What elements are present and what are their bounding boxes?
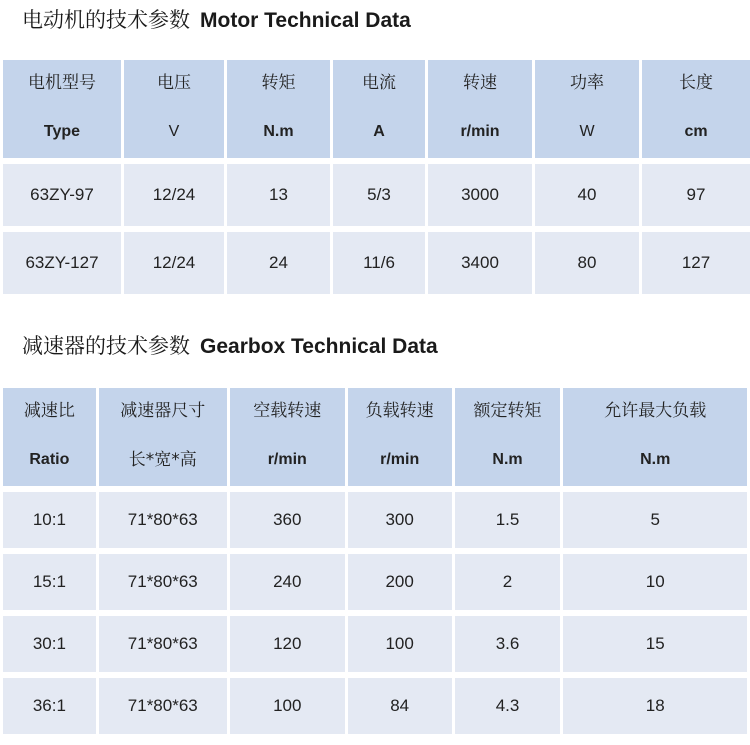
header-cn-label: 允许最大负载 [604, 401, 707, 421]
table-cell: 15:1 [3, 554, 96, 610]
motor-header-power [535, 60, 639, 158]
header-cn-label: 减速器尺寸 [120, 401, 206, 421]
table-cell: 240 [230, 554, 345, 610]
table-cell: 13 [227, 164, 330, 226]
header-cn-label: 减速比 [23, 401, 75, 421]
motor-title-en: Motor Technical Data [200, 9, 411, 32]
gearbox-header-load-speed [348, 388, 452, 486]
table-cell: 40 [535, 164, 639, 226]
table-cell: 1.5 [455, 492, 561, 548]
motor-title-cn: 电动机的技术参数 [22, 8, 190, 32]
motor-header-torque [227, 60, 330, 158]
header-cn-label: 电压 [157, 73, 191, 93]
table-row [3, 232, 750, 294]
gearbox-header-size [99, 388, 227, 486]
table-cell: 71*80*63 [99, 554, 227, 610]
table-cell: 97 [642, 164, 750, 226]
header-en-label: V [168, 123, 180, 140]
table-row [3, 678, 747, 734]
header-en-label: W [579, 123, 595, 140]
table-cell: 71*80*63 [99, 616, 227, 672]
header-en-label: r/min [460, 123, 500, 140]
gearbox-title-cn: 减速器的技术参数 [22, 334, 190, 358]
gearbox-section-title [22, 330, 438, 360]
table-cell: 5/3 [333, 164, 425, 226]
table-cell: 200 [348, 554, 452, 610]
table-cell: 80 [535, 232, 639, 294]
header-cn-label: 电流 [362, 73, 396, 93]
table-cell: 4.3 [455, 678, 561, 734]
motor-header-voltage [124, 60, 224, 158]
table-cell: 10 [563, 554, 747, 610]
table-cell: 18 [563, 678, 747, 734]
table-cell: 84 [348, 678, 452, 734]
gearbox-header-row [3, 388, 747, 486]
table-cell: 100 [230, 678, 345, 734]
header-cn-label: 负载转速 [365, 401, 434, 421]
table-cell: 30:1 [3, 616, 96, 672]
header-en-label: N.m [640, 451, 671, 468]
header-cn-label: 额定转矩 [473, 401, 542, 421]
table-row [3, 492, 747, 548]
header-en-label: N.m [263, 123, 294, 140]
table-cell: 36:1 [3, 678, 96, 734]
table-cell: 63ZY-127 [3, 232, 121, 294]
motor-header-current [333, 60, 425, 158]
header-en-label: N.m [492, 451, 523, 468]
table-cell: 2 [455, 554, 561, 610]
header-cn-label: 转速 [463, 73, 497, 93]
header-cn-label: 转矩 [261, 73, 296, 93]
gearbox-header-rated-torque [455, 388, 561, 486]
header-en-label: Type [43, 123, 81, 140]
table-cell: 11/6 [333, 232, 425, 294]
gearbox-title-en: Gearbox Technical Data [200, 335, 438, 358]
header-en-label: A [373, 123, 385, 140]
header-cn-label: 功率 [570, 73, 604, 93]
table-cell: 5 [563, 492, 747, 548]
table-cell: 15 [563, 616, 747, 672]
header-en-label: cm [684, 123, 708, 140]
header-cn-label: 空载转速 [253, 401, 322, 421]
table-cell: 63ZY-97 [3, 164, 121, 226]
table-cell: 71*80*63 [99, 678, 227, 734]
motor-header-row [3, 60, 750, 158]
table-cell: 24 [227, 232, 330, 294]
table-row [3, 616, 747, 672]
gearbox-data-table [0, 388, 750, 734]
table-cell: 120 [230, 616, 345, 672]
table-cell: 12/24 [124, 232, 224, 294]
motor-header-speed [428, 60, 532, 158]
header-cn-label: 电机型号 [28, 73, 96, 93]
table-cell: 360 [230, 492, 345, 548]
header-en-label: Ratio [29, 451, 70, 468]
header-cn-label: 长度 [679, 73, 713, 93]
table-cell: 3.6 [455, 616, 561, 672]
table-cell: 3000 [428, 164, 532, 226]
gearbox-header-ratio [3, 388, 96, 486]
motor-data-table [0, 60, 750, 294]
table-cell: 12/24 [124, 164, 224, 226]
table-row [3, 554, 747, 610]
table-cell: 71*80*63 [99, 492, 227, 548]
table-cell: 100 [348, 616, 452, 672]
gearbox-header-max-load [563, 388, 747, 486]
header-en-label: 长*宽*高 [128, 450, 197, 470]
header-en-label: r/min [267, 451, 307, 468]
motor-header-type [3, 60, 121, 158]
table-cell: 3400 [428, 232, 532, 294]
table-cell: 127 [642, 232, 750, 294]
table-cell: 300 [348, 492, 452, 548]
motor-section-title [22, 4, 411, 34]
motor-header-length [642, 60, 750, 158]
table-cell: 10:1 [3, 492, 96, 548]
header-en-label: r/min [380, 451, 420, 468]
table-row [3, 164, 750, 226]
gearbox-header-noload-speed [230, 388, 345, 486]
